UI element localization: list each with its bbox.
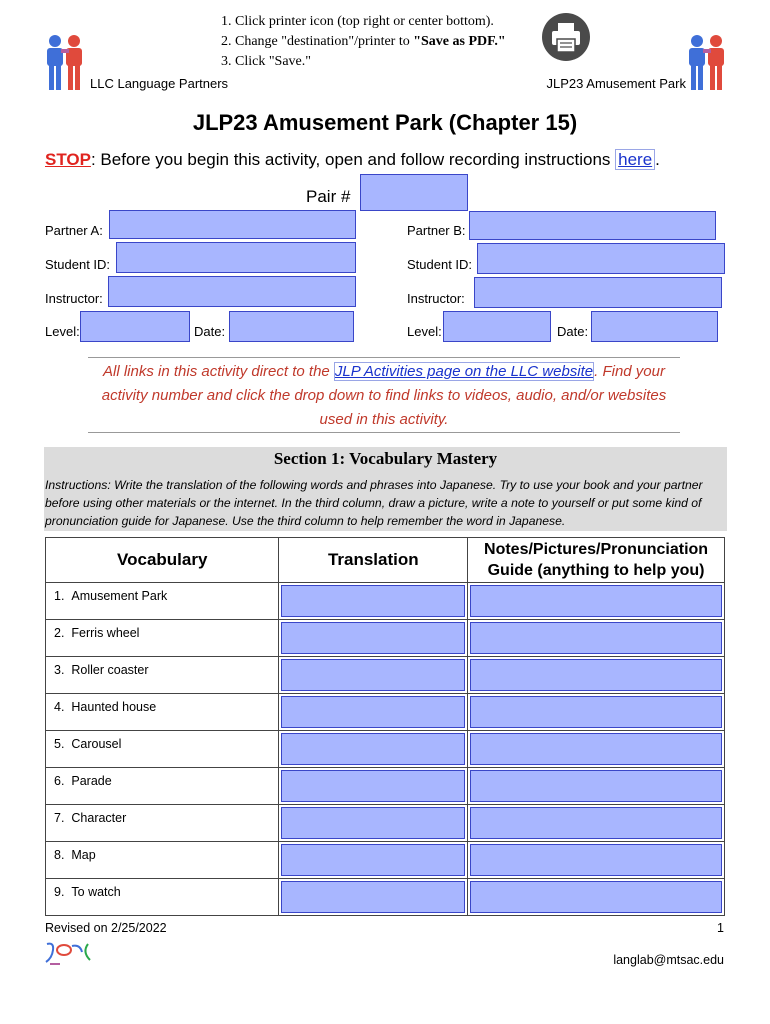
translation-field[interactable] xyxy=(281,696,465,728)
page-number: 1 xyxy=(717,921,724,935)
section-instructions: Instructions: Write the translation of the following words and phrases into Japanese. Try to use your book and your partner before using other materials or the internet. In the third column, draw a picture, write a note to yourself or put some kind of pronunciation guide for Japanese. Use the third column to help remember the word in Japanese. xyxy=(45,478,703,528)
people-icon-right xyxy=(686,34,728,97)
section-title: Section 1: Vocabulary Mastery xyxy=(273,449,498,468)
print-instructions xyxy=(221,12,506,72)
translation-field[interactable] xyxy=(281,881,465,913)
print-step-3: 3. Click "Save." xyxy=(221,54,311,69)
notes-field[interactable] xyxy=(470,881,722,913)
partner-b-label: Partner B: xyxy=(407,223,466,238)
instructor-b-label: Instructor: xyxy=(407,291,465,306)
notes-field[interactable] xyxy=(470,770,722,802)
vocab-word: Haunted house xyxy=(71,700,157,714)
notes-field[interactable] xyxy=(470,659,722,691)
notes-field[interactable] xyxy=(470,622,722,654)
header-notes: Notes/Pictures/Pronunciation Guide (anything to help you) xyxy=(468,538,725,583)
translation-field[interactable] xyxy=(281,770,465,802)
header-right-label: JLP23 Amusement Park xyxy=(546,76,686,91)
notes-field[interactable] xyxy=(470,733,722,765)
page-title: JLP23 Amusement Park (Chapter 15) xyxy=(192,110,578,135)
student-id-a-label: Student ID: xyxy=(45,257,111,272)
table-row: 1. Amusement Park xyxy=(46,583,725,620)
date-b-field[interactable] xyxy=(591,311,718,342)
vocab-table xyxy=(45,537,725,916)
level-a-field[interactable] xyxy=(80,311,190,342)
revised-date: Revised on 2/25/2022 xyxy=(45,921,167,935)
translation-field[interactable] xyxy=(281,622,465,654)
vocab-word: Carousel xyxy=(71,737,122,751)
table-row: 9. To watch xyxy=(46,879,725,916)
translation-field[interactable] xyxy=(281,585,465,617)
translation-field[interactable] xyxy=(281,807,465,839)
partner-a-field[interactable] xyxy=(109,210,356,239)
translation-field[interactable] xyxy=(281,659,465,691)
date-a-field[interactable] xyxy=(229,311,354,342)
level-b-label: Level: xyxy=(407,324,442,339)
level-a-label: Level: xyxy=(45,324,80,339)
table-row: 2. Ferris wheel xyxy=(46,620,725,657)
stop-word: STOP xyxy=(45,150,91,169)
instructor-a-field[interactable] xyxy=(108,276,356,307)
print-step-2: 2. Change "destination"/printer to "Save as PDF." xyxy=(221,34,506,49)
header-vocabulary: Vocabulary xyxy=(46,538,279,583)
student-id-b-label: Student ID: xyxy=(407,257,473,272)
instructor-a-label: Instructor: xyxy=(45,291,103,306)
vocab-word: Character xyxy=(71,811,127,825)
table-row: 3. Roller coaster xyxy=(46,657,725,694)
print-step-1: 1. Click printer icon (top right or center bottom). xyxy=(221,14,494,29)
llc-logo xyxy=(44,940,100,966)
header-left-label: LLC Language Partners xyxy=(90,76,229,91)
table-row: 4. Haunted house xyxy=(46,694,725,731)
table-header-row xyxy=(46,538,725,583)
table-row: 6. Parade xyxy=(46,768,725,805)
people-icon-left xyxy=(44,34,86,97)
vocab-word: Roller coaster xyxy=(71,663,149,677)
translation-field[interactable] xyxy=(281,844,465,876)
student-id-b-field[interactable] xyxy=(477,243,725,274)
date-b-label: Date: xyxy=(557,324,589,339)
pair-number-field[interactable] xyxy=(360,174,468,211)
links-note-text: All links in this activity direct to the JLP Activities page on the LLC website. Find your activity number and click the drop down to find links to videos, audio, and/or websites used in this activity. xyxy=(101,363,667,428)
notes-field[interactable] xyxy=(470,844,722,876)
instructor-b-field[interactable] xyxy=(474,277,722,308)
table-row: 5. Carousel xyxy=(46,731,725,768)
table-row: 8. Map xyxy=(46,842,725,879)
level-b-field[interactable] xyxy=(443,311,551,342)
vocab-word: Ferris wheel xyxy=(71,626,140,640)
vocab-word: To watch xyxy=(71,885,121,899)
pair-label: Pair # xyxy=(306,187,351,206)
vocab-word: Amusement Park xyxy=(71,589,168,603)
date-a-label: Date: xyxy=(194,324,226,339)
llc-activities-link[interactable]: JLP Activities page on the LLC website xyxy=(334,363,594,380)
student-id-a-field[interactable] xyxy=(116,242,356,273)
partner-b-field[interactable] xyxy=(469,211,716,240)
notes-field[interactable] xyxy=(470,696,722,728)
notes-field[interactable] xyxy=(470,585,722,617)
here-link[interactable]: here xyxy=(615,149,655,170)
vocab-word: Map xyxy=(71,848,96,862)
notes-field[interactable] xyxy=(470,807,722,839)
partner-a-label: Partner A: xyxy=(45,223,103,238)
translation-field[interactable] xyxy=(281,733,465,765)
contact-email[interactable]: langlab@mtsac.edu xyxy=(613,953,724,967)
vocab-word: Parade xyxy=(71,774,112,788)
table-row: 7. Character xyxy=(46,805,725,842)
header-translation: Translation xyxy=(279,538,468,583)
printer-icon[interactable] xyxy=(541,12,591,62)
stop-line: STOP: Before you begin this activity, open and follow recording instructions here . xyxy=(45,150,660,169)
